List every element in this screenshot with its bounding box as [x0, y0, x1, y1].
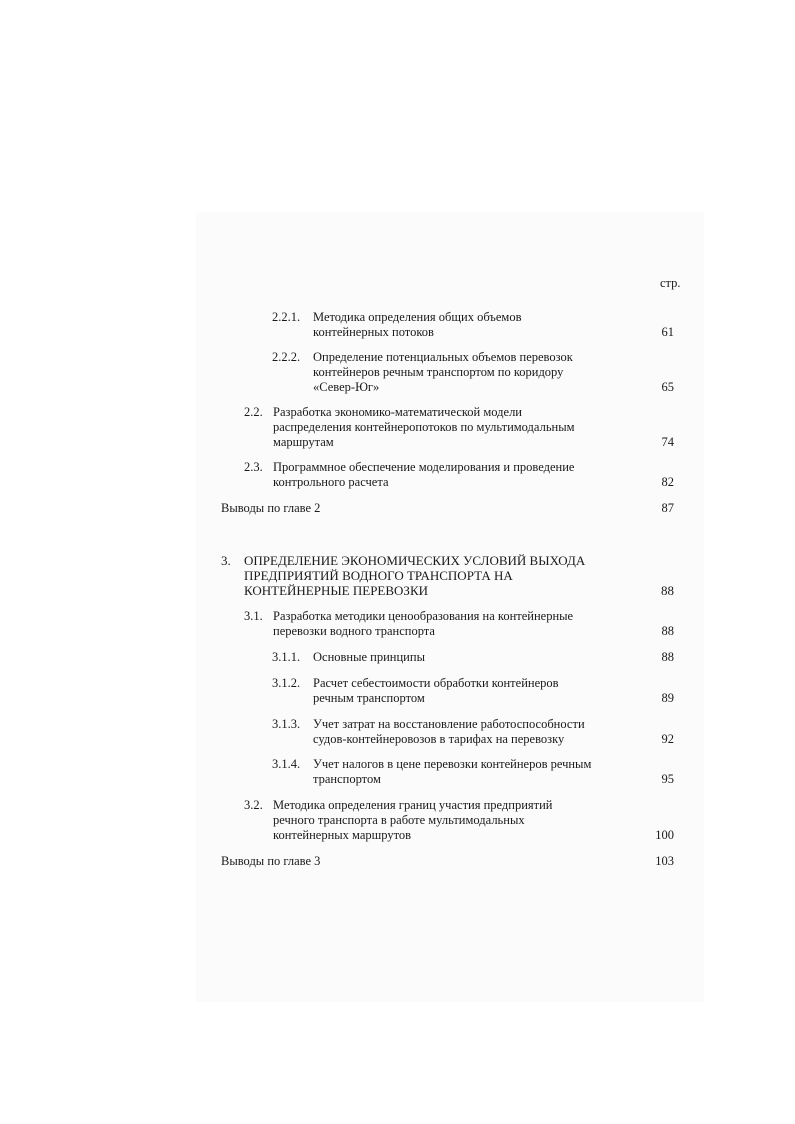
toc-entry-title: Учет налогов в цене перевозки контейнеров речным транспортом — [313, 757, 592, 786]
toc-entry-page: 92 — [661, 732, 674, 746]
toc-entry-title: Разработка экономико-математической модели распределения контейнеропотоков по мультимодальным маршрутам — [273, 405, 575, 449]
toc-entry-title: Разработка методики ценообразования на контейнерные перевозки водного транспорта — [273, 609, 574, 638]
toc-entry-number: 2.2. — [244, 405, 263, 419]
toc-entry-title: Определение потенциальных объемов перевозок контейнеров речным транспортом по коридору «Север-Юг» — [313, 350, 573, 394]
toc-entry-number: 3. — [221, 553, 231, 568]
toc-entry-page: 89 — [661, 691, 674, 705]
toc-entry-number: 3.2. — [244, 798, 263, 812]
toc-entry-page: 88 — [661, 624, 674, 638]
toc-entry-title: Выводы по главе 3 — [221, 854, 321, 868]
toc-entry-number: 3.1.2. — [272, 676, 301, 690]
toc-entry-title: Программное обеспечение моделирования и проведение контрольного расчета — [273, 460, 575, 489]
toc-entry-title: Расчет себестоимости обработки контейнеров речным транспортом — [313, 676, 559, 705]
toc-entry-page: 87 — [661, 501, 674, 515]
toc-entry-number: 3.1. — [244, 609, 263, 623]
toc-entry-title: Выводы по главе 2 — [221, 501, 321, 515]
toc-entry-number: 3.1.4. — [272, 757, 301, 771]
toc-entry-title: Учет затрат на восстановление работоспособности судов-контейнеровозов в тарифах на перевозку — [313, 717, 585, 746]
toc-entry-page: 88 — [661, 650, 674, 664]
toc-entry-title: Методика определения общих объемов контейнерных потоков — [313, 310, 522, 339]
toc-entry-title: Методика определения границ участия предприятий речного транспорта в работе мультимодальных контейнерных маршрутов — [273, 798, 553, 842]
toc-entry-page: 88 — [661, 583, 674, 598]
toc-entry-number: 3.1.3. — [272, 717, 301, 731]
toc-entry-page: 100 — [655, 828, 674, 842]
toc-entry-page: 74 — [661, 435, 674, 449]
toc-entry-page: 95 — [661, 772, 674, 786]
toc-entry-number: 2.2.1. — [272, 310, 301, 324]
toc-entry-page: 61 — [661, 325, 674, 339]
toc-entry-page: 103 — [655, 854, 674, 868]
toc-entry-title: Основные принципы — [313, 650, 425, 664]
page-column-label: стр. — [660, 276, 681, 290]
toc-entry-title: ОПРЕДЕЛЕНИЕ ЭКОНОМИЧЕСКИХ УСЛОВИЙ ВЫХОДА ПРЕДПРИЯТИЙ ВОДНОГО ТРАНСПОРТА НА КОНТЕЙНЕРНЫЕ ПЕРЕВОЗКИ — [244, 553, 586, 598]
toc-entry-number: 2.3. — [244, 460, 263, 474]
toc-entry-page: 65 — [661, 380, 674, 394]
toc-entry-page: 82 — [661, 475, 674, 489]
toc-entry-number: 3.1.1. — [272, 650, 301, 664]
toc-entry-number: 2.2.2. — [272, 350, 301, 364]
